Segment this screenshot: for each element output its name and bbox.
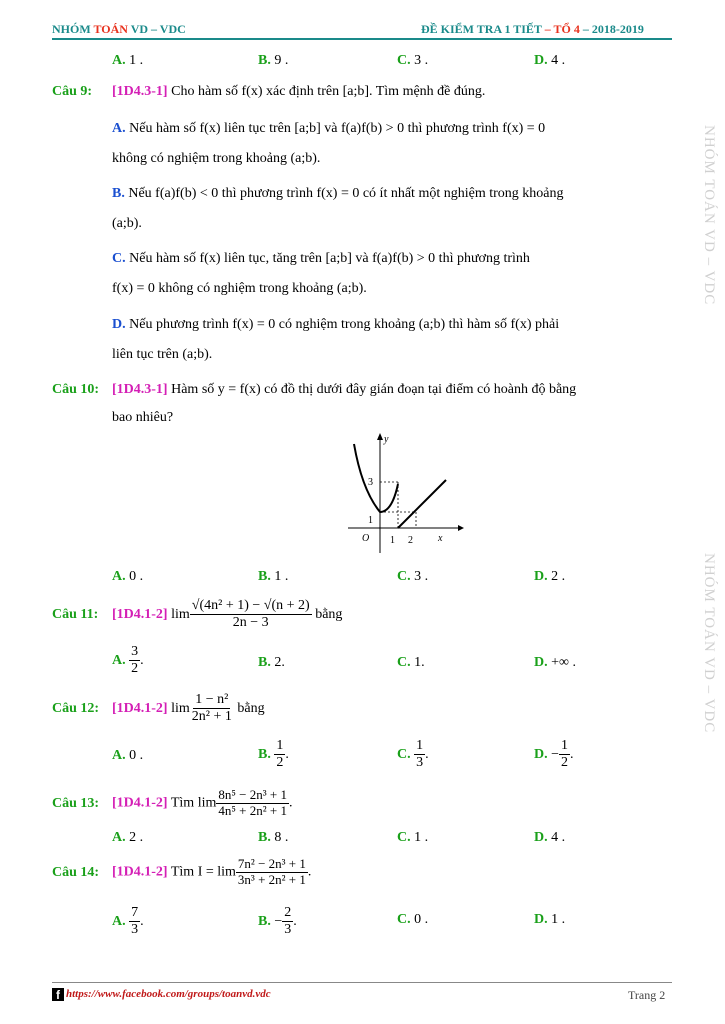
q8-option-d: D. 4 . (534, 53, 566, 68)
q12-option-b: B. $\frac{1}{2}$ . (258, 738, 289, 771)
x-axis-arrow (458, 525, 464, 531)
footer-link[interactable]: https://www.facebook.com/groups/toanvd.vdc (66, 988, 271, 1000)
q14-option-d: D. 1 . (534, 912, 566, 927)
watermark-bottom: NHÓM TOÁN VD – VDC (701, 553, 717, 734)
q9-option-c: C. Nếu hàm số f(x) liên tục, tăng trên [a;b] và f(a)f(b) > 0 thì phương trình f(x) = 0 không có nghiệm trong khoảng (a;b). (112, 251, 530, 296)
line-branch (398, 480, 446, 528)
watermark-top: NHÓM TOÁN VD – VDC (701, 125, 717, 306)
graph-x-label: x (438, 533, 443, 544)
header-right-1: ĐỀ KIỂM TRA 1 TIẾT (421, 22, 542, 36)
q12-option-d: D. − $\frac{1}{2}$ . (534, 738, 574, 771)
header-rule (52, 38, 672, 40)
q11-option-c: C. 1. (397, 655, 425, 670)
graph-tick-y3: 3 (368, 477, 373, 488)
parabola-branch (354, 444, 398, 512)
q9-option-a: A. Nếu hàm số f(x) liên tục trên [a;b] và f(a)f(b) > 0 thì phương trình f(x) = 0 không có nghiệm trong khoảng (a;b). (112, 121, 546, 166)
header-right-2: – TỔ 4 (541, 22, 580, 36)
facebook-icon: f (52, 988, 64, 1001)
header-left-1: NHÓM (52, 22, 94, 36)
q10-option-d: D. 2 . (534, 569, 566, 584)
q13-option-a: A. 2 . (112, 830, 144, 845)
graph-tick-y1: 1 (368, 515, 373, 526)
q10-option-b: B. 1 . (258, 569, 289, 584)
q9-option-b: B. Nếu f(a)f(b) < 0 thì phương trình f(x) = 0 có ít nhất một nghiệm trong khoảng (a;b). (112, 186, 564, 231)
header-left-3: VD – VDC (127, 22, 186, 36)
header-right-3: – 2018-2019 (579, 22, 644, 36)
graph-origin-label: O (362, 533, 370, 544)
q14-option-b: B. − $\frac{2}{3}$ . (258, 905, 297, 938)
q14-stem: Câu 14: [1D4.1-2] Tìm I = lim $\frac{\text{7n² − 2n³ + 1}}{\text{3n³ + 2n² + 1}}$ . (52, 856, 312, 887)
q13-option-b: B. 8 . (258, 830, 289, 845)
q10-graph (340, 428, 465, 558)
q14-option-c: C. 0 . (397, 912, 429, 927)
q11-option-d: D. +∞ . (534, 655, 577, 670)
q9-stem: Câu 9: [1D4.3-1] Cho hàm số f(x) xác định trên [a;b]. Tìm mệnh đề đúng. (52, 84, 486, 99)
q9-option-d: D. Nếu phương trình f(x) = 0 có nghiệm trong khoảng (a;b) thì hàm số f(x) phải liên tục trên (a;b). (112, 317, 560, 362)
q10-option-c: C. 3 . (397, 569, 429, 584)
header-left-2: TOÁN (93, 22, 128, 36)
q8-option-a: A. 1 . (112, 53, 144, 68)
footer-rule (52, 982, 672, 983)
graph-tick-x1: 1 (390, 535, 395, 546)
q10-stem: Câu 10: [1D4.3-1] Hàm số y = f(x) có đồ thị dưới đây gián đoạn tại điểm có hoành độ bằng bao nhiêu? (52, 382, 577, 425)
q14-option-a: A. $\frac{7}{3}$ . (112, 905, 144, 938)
q11-option-a: A. $\frac{3}{2}$ . (112, 644, 144, 677)
header-left (52, 22, 186, 37)
graph-y-label: y (384, 434, 389, 445)
q12-stem: Câu 12: [1D4.1-2] lim $\frac{\text{1 − n²}}{\text{2n² + 1}}$ bằng (52, 692, 265, 725)
page-number: Trang 2 (628, 988, 666, 1002)
q12-option-a: A. 0 . (112, 748, 144, 763)
q8-option-c: C. 3 . (397, 53, 429, 68)
q13-option-d: D. 4 . (534, 830, 566, 845)
q8-option-b: B. 9 . (258, 53, 289, 68)
q13-stem: Câu 13: [1D4.1-2] Tìm lim $\frac{\text{8n⁵ − 2n³ + 1}}{\text{4n⁵ + 2n² + 1}}$ . (52, 787, 293, 818)
header-right (421, 22, 644, 37)
q11-option-b: B. 2. (258, 655, 285, 670)
q13-option-c: C. 1 . (397, 830, 429, 845)
q12-option-c: C. $\frac{1}{3}$ . (397, 738, 429, 771)
graph-tick-x2: 2 (408, 535, 413, 546)
q10-option-a: A. 0 . (112, 569, 144, 584)
y-axis-arrow (377, 433, 383, 440)
q11-stem: Câu 11: [1D4.1-2] lim $\frac{\text{√(4n² + 1) − √(n + 2)}}{2n - 3}$ bằng (52, 598, 343, 631)
